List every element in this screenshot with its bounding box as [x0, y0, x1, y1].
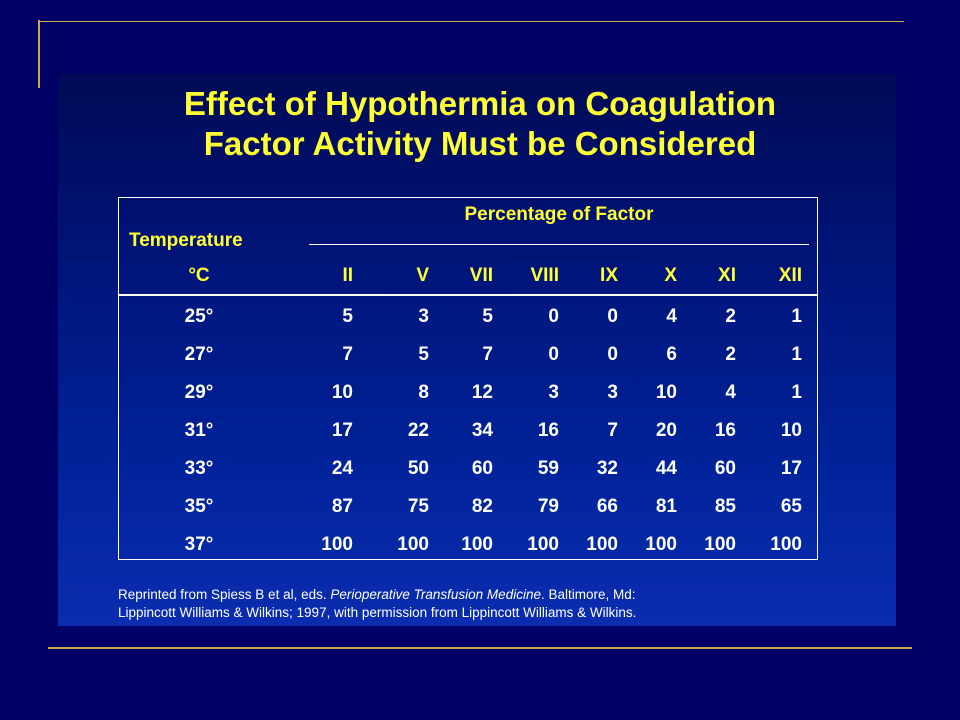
accent-rule-vertical — [38, 20, 40, 88]
table-cell: 0 — [548, 344, 559, 365]
table-cell: 20 — [655, 420, 677, 441]
table-cell: 3 — [418, 306, 429, 327]
citation-book-title: Perioperative Transfusion Medicine — [330, 587, 541, 602]
table-cell: 22 — [407, 420, 429, 441]
table-cell: 3 — [548, 382, 559, 403]
title-line-2: Factor Activity Must be Considered — [203, 125, 757, 162]
row-temperature: 35° — [184, 496, 214, 517]
table-cell: 5 — [482, 306, 493, 327]
table-cell: 5 — [418, 344, 429, 365]
table-cell: 34 — [471, 420, 493, 441]
title-line-1: Effect of Hypothermia on Coagulation — [183, 85, 777, 122]
table-cell: 7 — [342, 344, 353, 365]
row-temperature: 37° — [184, 534, 214, 555]
table-cell: 4 — [666, 306, 677, 327]
header-separator — [119, 294, 817, 296]
table-cell: 2 — [725, 344, 736, 365]
citation-line-2: Lippincott Williams & Wilkins; 1997, with permission from Lippincott Williams & Wilkins. — [118, 605, 637, 620]
table-cell: 100 — [704, 534, 736, 555]
table-cell: 59 — [537, 458, 559, 479]
group-header: Percentage of Factor — [464, 204, 654, 225]
table-cell: 7 — [607, 420, 618, 441]
table-cell: 1 — [791, 306, 802, 327]
table-cell: 100 — [397, 534, 429, 555]
table-cell: 32 — [596, 458, 618, 479]
table-cell: 1 — [791, 382, 802, 403]
table-cell: 0 — [607, 344, 618, 365]
citation-suffix: . Baltimore, Md: — [540, 587, 636, 602]
table-cell: 85 — [714, 496, 736, 517]
temperature-header: Temperature — [129, 230, 243, 251]
table-cell: 10 — [331, 382, 353, 403]
table-cell: 100 — [645, 534, 677, 555]
unit-header: °C — [188, 265, 210, 286]
table-cell: 100 — [770, 534, 802, 555]
column-header: VII — [469, 265, 493, 286]
table-cell: 44 — [655, 458, 677, 479]
table-cell: 87 — [331, 496, 353, 517]
table-cell: 10 — [780, 420, 802, 441]
table-cell: 79 — [537, 496, 559, 517]
table-cell: 100 — [586, 534, 618, 555]
column-header: X — [664, 265, 677, 286]
column-header: XI — [718, 265, 736, 286]
factor-activity-table — [118, 197, 818, 560]
table-cell: 10 — [655, 382, 677, 403]
table-cell: 100 — [527, 534, 559, 555]
accent-rule-top — [38, 21, 904, 22]
table-cell: 3 — [607, 382, 618, 403]
table-cell: 60 — [714, 458, 736, 479]
table-cell: 66 — [596, 496, 618, 517]
row-temperature: 27° — [184, 344, 214, 365]
table-cell: 4 — [725, 382, 736, 403]
column-header: VIII — [530, 265, 559, 286]
table-cell: 17 — [331, 420, 353, 441]
row-temperature: 25° — [184, 306, 214, 327]
table-cell: 2 — [725, 306, 736, 327]
table-cell: 1 — [791, 344, 802, 365]
table-cell: 50 — [407, 458, 429, 479]
table-cell: 7 — [482, 344, 493, 365]
table-cell: 81 — [655, 496, 677, 517]
citation-prefix: Reprinted from Spiess B et al, eds. — [118, 587, 331, 602]
table-cell: 60 — [471, 458, 493, 479]
slide-title — [0, 84, 960, 164]
row-temperature: 31° — [184, 420, 214, 441]
table-cell: 65 — [780, 496, 802, 517]
table-cell: 100 — [461, 534, 493, 555]
row-temperature: 33° — [184, 458, 214, 479]
table-cell: 17 — [780, 458, 802, 479]
table-cell: 24 — [331, 458, 353, 479]
table-cell: 8 — [418, 382, 429, 403]
table-cell: 6 — [666, 344, 677, 365]
table-cell: 0 — [607, 306, 618, 327]
table-cell: 16 — [714, 420, 736, 441]
table-cell: 75 — [407, 496, 429, 517]
citation — [118, 586, 838, 622]
group-header-rule — [309, 244, 809, 245]
column-header: II — [342, 265, 353, 286]
column-header: V — [416, 265, 429, 286]
table-cell: 0 — [548, 306, 559, 327]
row-temperature: 29° — [184, 382, 214, 403]
table-cell: 5 — [342, 306, 353, 327]
table-cell: 16 — [537, 420, 559, 441]
table-cell: 12 — [471, 382, 493, 403]
table-cell: 82 — [471, 496, 493, 517]
table-cell: 100 — [321, 534, 353, 555]
column-header: XII — [778, 265, 802, 286]
accent-rule-bottom — [48, 647, 912, 649]
column-header: IX — [600, 265, 618, 286]
